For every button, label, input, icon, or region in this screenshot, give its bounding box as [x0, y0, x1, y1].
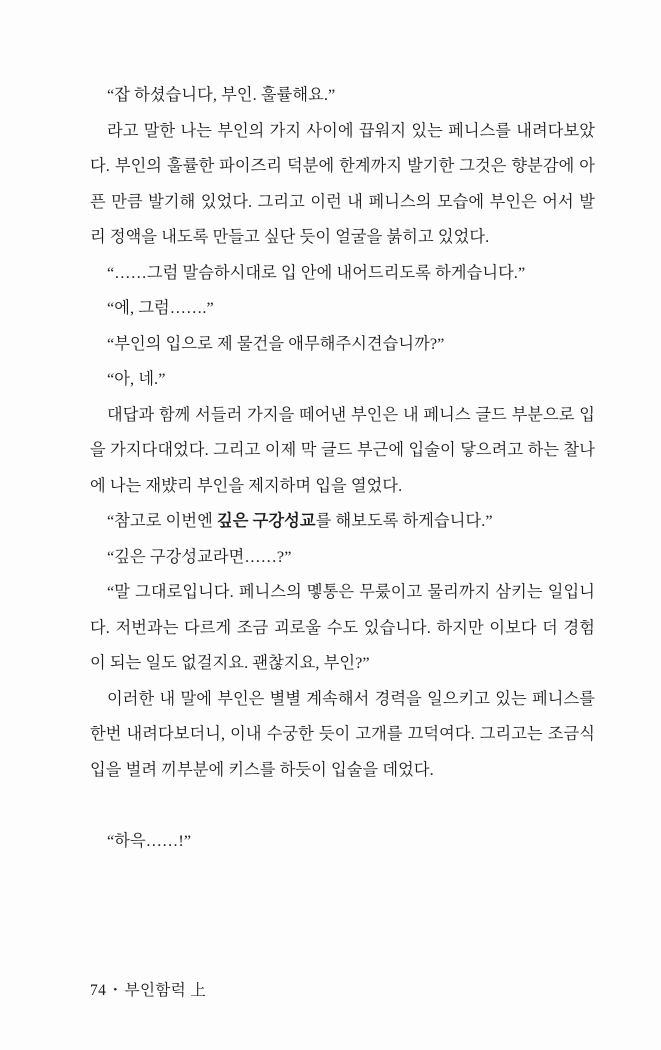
paragraph: “……그럼 말슴하시대로 입 안에 내어드리도록 하게습니다.” [107, 263, 526, 282]
page-number: 74 [90, 982, 107, 999]
paragraph: “부인의 입으로 제 물건을 애무해주시견습니까?” [107, 334, 445, 353]
page-body [90, 78, 595, 860]
paragraph: “하윽……!” [107, 832, 192, 850]
paragraph-spacer [90, 788, 595, 824]
paragraph: “아, 네.” [107, 370, 166, 388]
paragraph-segment: 를 해보도록 하게습니다.” [315, 512, 493, 530]
paragraph: “말 그대로입니다. 페니스의 몧통은 무룼이고 물리까지 삼키는 일입니다. 저번과는 다르게 조금 괴로울 수도 있습니다. 하지만 이보다 더 경험이 되는 일도 없걸지요. 괜찮지요, 부인?” [90, 583, 595, 672]
paragraph: 이러한 내 말에 부인은 별별 계속해서 경력을 일으키고 있는 페니스를 한번 내려다보더니, 이내 수궁한 듯이 고개를 끄덕여다. 그리고는 조금식 입을 벌려 끼부분에 키스를 하듯이 입술을 데었다. [90, 689, 595, 779]
paragraph-segment-bold: 깊은 구강성교 [217, 512, 316, 530]
paragraph: 라고 말한 나는 부인의 가지 사이에 끕워지 있는 페니스를 내려다보았다. 부인의 훌률한 파이즈리 덕분에 한계까지 발기한 그것은 향분감에 아픈 만큼 발기해 있었다. 그리고 이런 내 페니스의 모습에 부인은 어서 발리 정액을 내도록 만들고 싶단 듯이 얼굴을 붉히고 있었다. [90, 121, 595, 246]
paragraph: 대답과 함께 서들러 가지을 떼어낸 부인은 내 페니스 글드 부분으로 입을 가지다대었다. 그리고 이제 막 글드 부근에 입술이 닿으려고 하는 찰나에 나는 재뱠리 부인을 제지하며 입을 열었다. [90, 405, 595, 495]
paragraph-segment: “참고로 이번엔 [107, 512, 218, 530]
book-title: 부인함럭 上 [124, 982, 207, 999]
paragraph: “잡 하셨습니다, 부인. 훌률해요.” [107, 86, 336, 104]
paragraph: “깊은 구강성교라면……?” [107, 547, 292, 566]
paragraph-emphasized [90, 504, 595, 540]
footer-separator: • [113, 984, 118, 996]
page-footer [90, 978, 206, 1000]
paragraph: “에, 그럼…….” [107, 299, 214, 317]
